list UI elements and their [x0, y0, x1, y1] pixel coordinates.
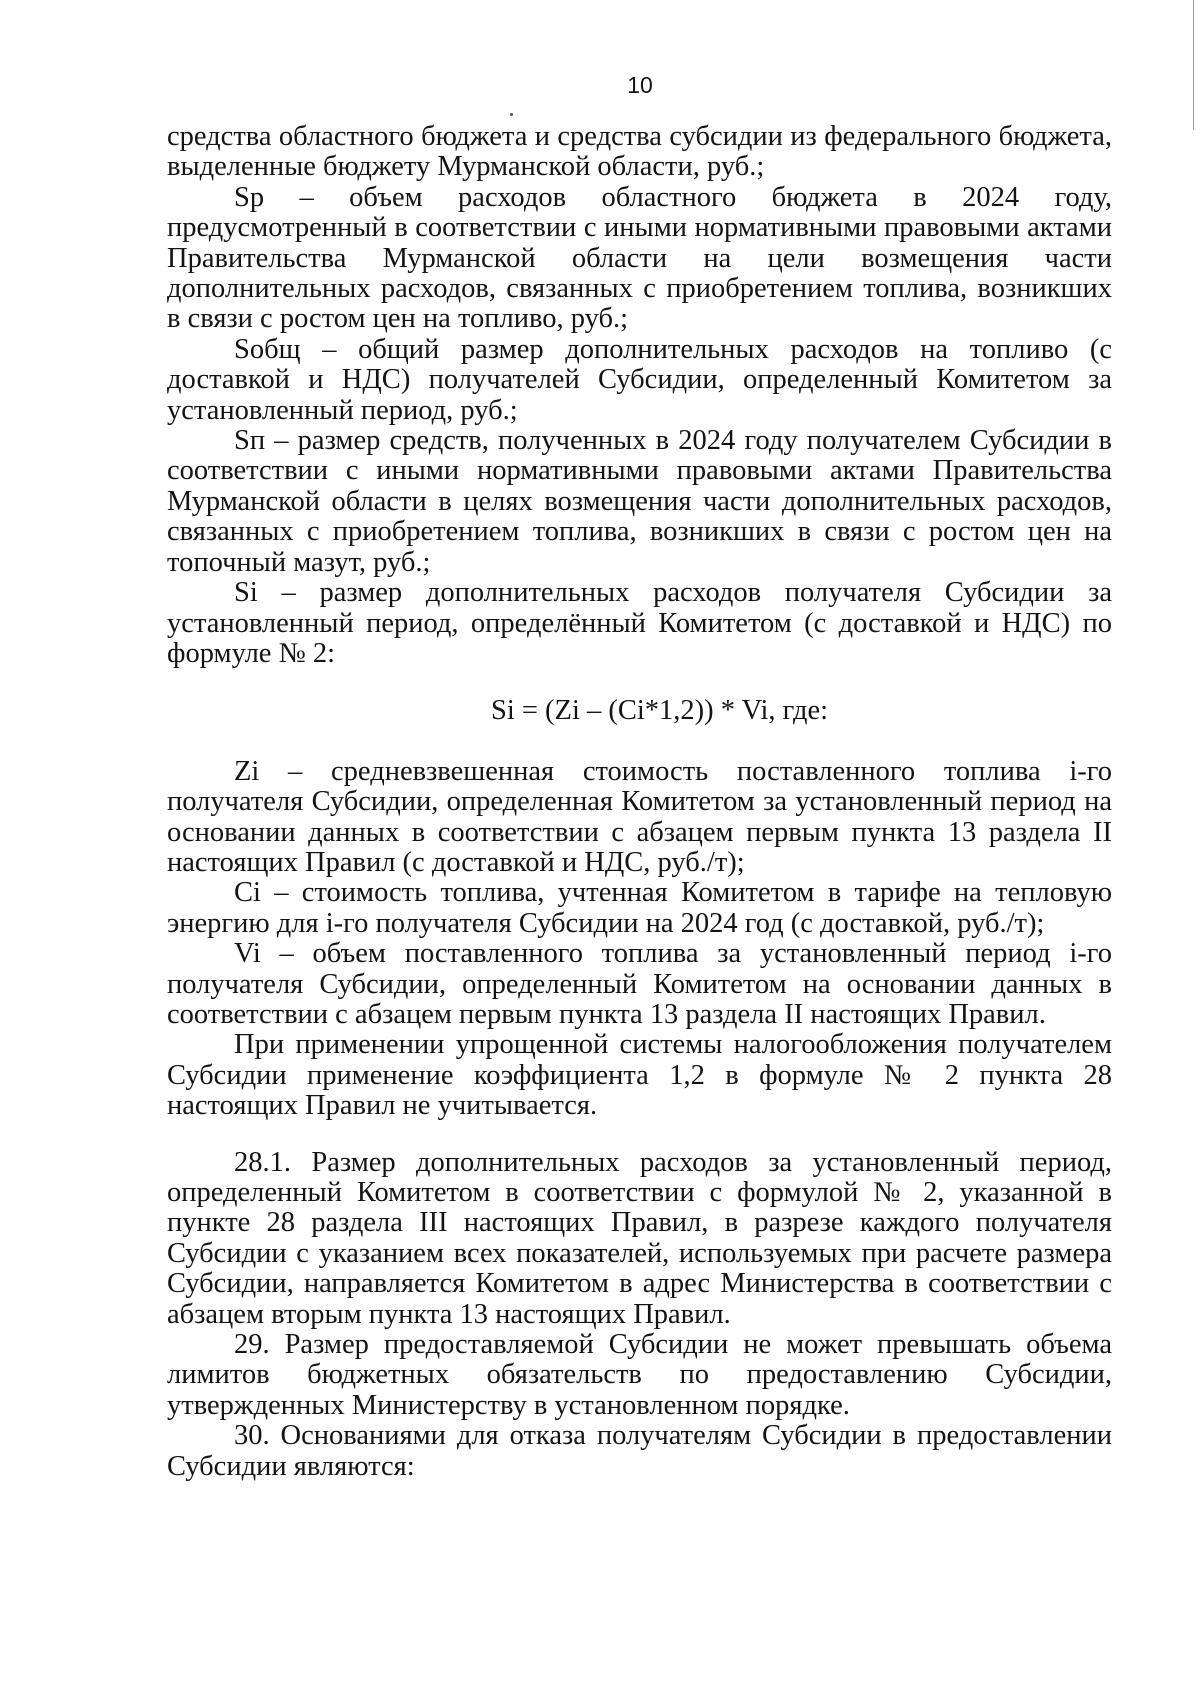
definition-ci: Ci – стоимость топлива, учтенная Комитетом в тарифе на тепловую энергию для i-го получателя Субсидии на 2024 год (с доставкой, руб./т); [167, 877, 1112, 939]
formula-2: Si = (Zi – (Ci*1,2)) * Vi, где: [490, 695, 829, 727]
paragraph-simplified-tax: При применении упрощенной системы налогообложения получателем Субсидии применение коэффициента 1,2 в формуле № 2 пункта 28 настоящих Правил не учитывается. [167, 1029, 1112, 1122]
definition-vi: Vi – объем поставленного топлива за установленный период i-го получателя Субсидии, определенный Комитетом на основании данных в соответствии с абзацем первым пункта 13 раздела II настоящих Правил. [167, 938, 1112, 1030]
paragraph-si: Si – размер дополнительных расходов получателя Субсидии за установленный период, определённый Комитетом (с доставкой и НДС) по формуле № 2: [167, 577, 1112, 669]
document-body [167, 122, 1112, 1482]
clause-28-1: 28.1. Размер дополнительных расходов за установленный период, определенный Комитетом в соответствии с формулой № 2, указанной в пункте 28 раздела III настоящих Правил, в разрезе каждого получателя Субсидии с указанием всех показателей, используемых при расчете размера Субсидии, направляется Комитетом в адрес Министерства в соответствии с абзацем вторым пункта 13 настоящих Правил. [167, 1146, 1112, 1330]
clause-30: 30. Основаниями для отказа получателям Субсидии в предоставлении Субсидии являются: [167, 1420, 1112, 1482]
paragraph-sp: Sp – объем расходов областного бюджета в 2024 году, предусмотренный в соответствии с иными нормативными правовыми актами Правительства Мурманской области на цели возмещения части дополнительных расходов, связанных с приобретением топлива, возникших в связи с ростом цен на топливо, руб.; [167, 181, 1112, 335]
scan-edge-line [1193, 0, 1194, 130]
clause-29: 29. Размер предоставляемой Субсидии не может превышать объема лимитов бюджетных обязательств по предоставлению Субсидии, утвержденных Министерству в установленном порядке. [167, 1329, 1112, 1421]
definition-zi: Zi – средневзвешенная стоимость поставленного топлива i-го получателя Субсидии, определенная Комитетом за установленный период на основании данных в соответствии с абзацем первым пункта 13 раздела II настоящих Правил (с доставкой и НДС, руб./т); [167, 755, 1112, 878]
paragraph-continuation: средства областного бюджета и средства субсидии из федерального бюджета, выделенные бюджету Мурманской области, руб.; [167, 121, 1112, 183]
page-number: 10 [627, 72, 653, 98]
paragraph-sp-received: Sп – размер средств, полученных в 2024 году получателем Субсидии в соответствии с иными нормативными правовыми актами Правительства Мурманской области в целях возмещения части дополнительных расходов, связанных с приобретением топлива, возникших в связи с ростом цен на топочный мазут, руб.; [167, 425, 1112, 578]
paragraph-sobsh: Sобщ – общий размер дополнительных расходов на топливо (с доставкой и НДС) получателей Субсидии, определенный Комитетом за установленный период, руб.; [167, 333, 1112, 426]
scan-dot [510, 113, 513, 116]
